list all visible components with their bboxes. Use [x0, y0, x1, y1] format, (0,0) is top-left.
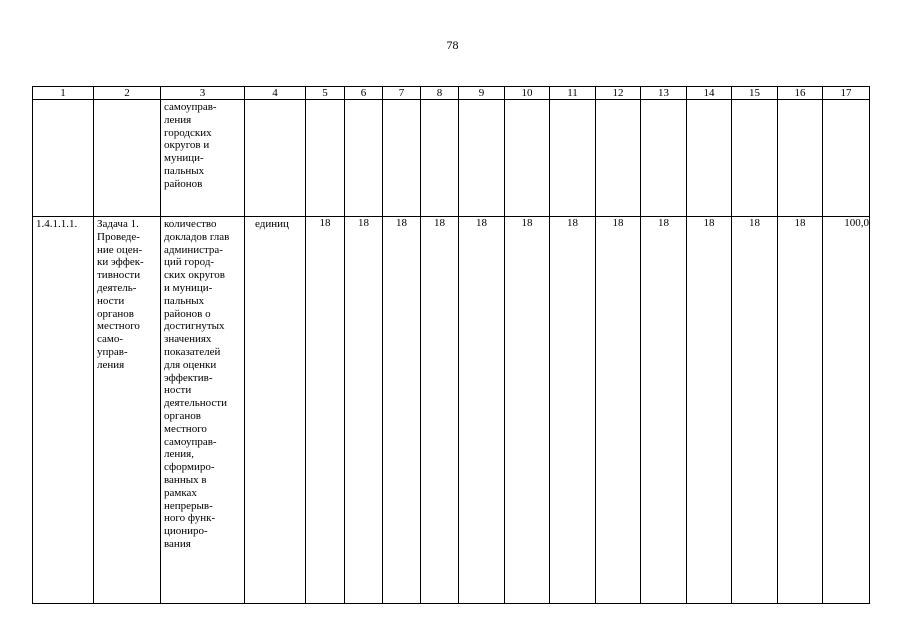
indicator-text-line: районов — [164, 177, 203, 190]
task-value-9: 18 — [459, 217, 505, 604]
column-header-7: 7 — [383, 87, 421, 100]
indicator-text-line: городских — [164, 126, 212, 139]
task-row — [33, 217, 870, 604]
column-header-12: 12 — [596, 87, 641, 100]
column-header-5: 5 — [306, 87, 345, 100]
task-name-line: ности — [97, 294, 125, 307]
indicator-text-line: местного — [164, 422, 207, 435]
indicator-text-line: ности — [164, 384, 192, 397]
continuation-cell-17 — [823, 100, 870, 217]
task-value-12: 18 — [596, 217, 641, 604]
indicators-table — [32, 86, 870, 604]
continuation-cell-4 — [245, 100, 306, 217]
task-value-16: 18 — [778, 217, 823, 604]
task-code: 1.4.1.1.1. — [36, 218, 78, 230]
task-indicator-cell — [161, 217, 245, 604]
indicator-text-line: самоуправ- — [164, 435, 217, 448]
indicator-text-line: количество — [164, 218, 217, 230]
indicator-text-line: ванных в — [164, 473, 207, 486]
column-header-11: 11 — [550, 87, 596, 100]
continuation-row — [33, 100, 870, 217]
indicator-text-line: ций город- — [164, 256, 215, 269]
page-number: 78 — [446, 38, 459, 52]
indicator-text-line: показателей — [164, 345, 221, 358]
task-name-line: Проведе- — [97, 230, 140, 243]
task-name-line: ления — [97, 358, 125, 371]
column-header-16: 16 — [778, 87, 823, 100]
indicator-text-line: районов о — [164, 307, 211, 320]
indicator-text-line: ления — [164, 113, 192, 126]
indicator-text-line: муници- — [164, 152, 204, 165]
task-name-line: деятель- — [97, 281, 137, 294]
task-unit-cell — [245, 217, 306, 604]
indicator-text-line: самоуправ- — [164, 101, 217, 113]
continuation-cell-13 — [641, 100, 687, 217]
task-value-7: 18 — [383, 217, 421, 604]
indicator-text-line: для оценки — [164, 358, 217, 371]
task-value-14: 18 — [687, 217, 732, 604]
column-header-4: 4 — [245, 87, 306, 100]
column-header-9: 9 — [459, 87, 505, 100]
task-value-11: 18 — [550, 217, 596, 604]
continuation-cell-15 — [732, 100, 778, 217]
task-name-line: органов — [97, 307, 134, 320]
indicator-text-line: и муници- — [164, 281, 213, 294]
indicator-text-line: органов — [164, 409, 201, 422]
indicator-text-line: докладов глав — [164, 230, 230, 243]
indicator-text-line: ских округов — [164, 269, 225, 282]
column-header-1: 1 — [33, 87, 94, 100]
task-name-line: местного — [97, 320, 140, 333]
continuation-indicator-text — [161, 100, 244, 191]
task-name-line: ки эффек- — [97, 256, 144, 269]
task-name — [94, 217, 160, 372]
task-value-10: 18 — [505, 217, 550, 604]
column-header-2: 2 — [94, 87, 161, 100]
continuation-cell-16 — [778, 100, 823, 217]
task-name-cell — [94, 217, 161, 604]
column-header-17: 17 — [823, 87, 870, 100]
column-header-15: 15 — [732, 87, 778, 100]
task-name-line: тивности — [97, 269, 141, 282]
continuation-cell-2 — [94, 100, 161, 217]
indicator-text-line: эффектив- — [164, 371, 213, 384]
task-name-line: ние оцен- — [97, 243, 143, 256]
task-value-15: 18 — [732, 217, 778, 604]
task-value-6: 18 — [345, 217, 383, 604]
column-header-3: 3 — [161, 87, 245, 100]
column-header-10: 10 — [505, 87, 550, 100]
task-value-5: 18 — [306, 217, 345, 604]
continuation-cell-1 — [33, 100, 94, 217]
column-header-14: 14 — [687, 87, 732, 100]
task-indicator — [161, 217, 244, 551]
indicator-text-line: деятельности — [164, 397, 227, 410]
indicator-text-line: ного функ- — [164, 512, 216, 525]
task-name-line: само- — [97, 333, 124, 346]
indicator-text-line: ционирo- — [164, 525, 208, 538]
column-header-8: 8 — [421, 87, 459, 100]
continuation-cell-3 — [161, 100, 245, 217]
indicator-text-line: вания — [164, 537, 191, 550]
task-value-8: 18 — [421, 217, 459, 604]
continuation-cell-5 — [306, 100, 345, 217]
indicator-text-line: сформиро- — [164, 461, 215, 474]
indicator-text-line: пальных — [164, 294, 205, 307]
indicator-text-line: рамках — [164, 486, 197, 499]
indicator-text-line: администра- — [164, 243, 223, 256]
indicator-text-line: значениях — [164, 333, 212, 346]
continuation-cell-9 — [459, 100, 505, 217]
indicator-text-line: достигнутых — [164, 320, 225, 333]
column-header-13: 13 — [641, 87, 687, 100]
continuation-cell-14 — [687, 100, 732, 217]
indicator-text-line: пальных — [164, 164, 205, 177]
continuation-cell-12 — [596, 100, 641, 217]
task-code-cell — [33, 217, 94, 604]
task-unit: единиц — [255, 218, 289, 230]
continuation-cell-10 — [505, 100, 550, 217]
indicator-text-line: округов и — [164, 139, 210, 152]
indicator-text-line: ления, — [164, 448, 194, 461]
task-value-13: 18 — [641, 217, 687, 604]
continuation-cell-6 — [345, 100, 383, 217]
task-name-line: Задача 1. — [97, 218, 139, 230]
task-name-line: управ- — [97, 345, 128, 358]
continuation-cell-11 — [550, 100, 596, 217]
column-header-6: 6 — [345, 87, 383, 100]
continuation-cell-8 — [421, 100, 459, 217]
indicator-text-line: непрерыв- — [164, 499, 213, 512]
task-value-17: 100,0 — [823, 217, 870, 604]
header-row — [33, 87, 870, 100]
continuation-cell-7 — [383, 100, 421, 217]
